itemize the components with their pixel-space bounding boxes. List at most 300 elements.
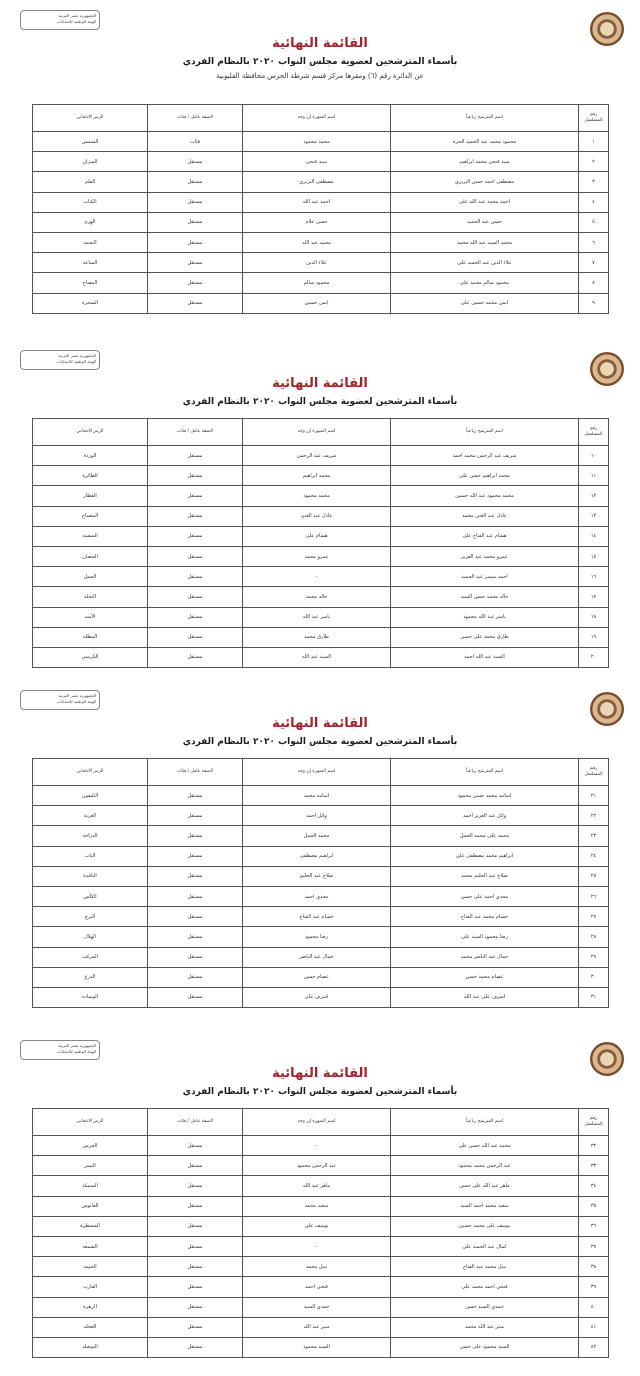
table-row: [33, 567, 609, 587]
cell-col: مستقل: [148, 546, 243, 566]
cell-num: ١٢: [579, 486, 609, 506]
cell-mname: محمود سالم: [243, 273, 391, 293]
column-header-col: الصفة عامل / فئات: [148, 759, 243, 786]
table-row: [33, 1136, 609, 1156]
stamp-box: [20, 690, 100, 710]
stamp-box: [20, 350, 100, 370]
cell-name: خالد محمد حسن السيد: [391, 587, 579, 607]
cell-name: محمد عبد الله حسن على: [391, 1136, 579, 1156]
cell-num: ١٧: [579, 587, 609, 607]
cell-col: مستقل: [148, 212, 243, 232]
cell-name: محمود سالم محمد على: [391, 273, 579, 293]
cell-col: مستقل: [148, 506, 243, 526]
cell-name: عبد الرحمن محمد محمود: [391, 1156, 579, 1176]
cell-num: ٢٠: [579, 647, 609, 667]
cell-num: ٩: [579, 293, 609, 313]
cell-num: ١٣: [579, 506, 609, 526]
cell-col: مستقل: [148, 647, 243, 667]
cell-mname: -: [243, 1236, 391, 1256]
cell-mname: حمدي السيد: [243, 1297, 391, 1317]
cell-mname: جمال عبد الناصر: [243, 947, 391, 967]
cell-num: ٣: [579, 172, 609, 192]
cell-name: محمود محمد عبد الحميد الحرة: [391, 132, 579, 152]
stamp-line: الجمهورية مصر العربية: [58, 693, 96, 698]
cell-mname: السيد محمود: [243, 1337, 391, 1357]
cell-col: مستقل: [148, 1136, 243, 1156]
cell-num: ٢٢: [579, 806, 609, 826]
cell-num: ١٥: [579, 546, 609, 566]
candidates-table: [32, 418, 609, 668]
column-header-res: الرمز الانتخابي: [33, 1109, 148, 1136]
cell-col: مستقل: [148, 273, 243, 293]
column-header-mname: اسم الشهرة إن وجد: [243, 759, 391, 786]
page-subtitle: بأسماء المترشحين لعضوية مجلس النواب ٢٠٢٠ بالنظام الفردي: [182, 1087, 458, 1097]
table-header-row: [33, 1109, 609, 1136]
cell-num: ١١: [579, 466, 609, 486]
table-row: [33, 907, 609, 927]
cell-res: الطائرة: [33, 466, 148, 486]
cell-num: ١٤: [579, 526, 609, 546]
cell-col: مستقل: [148, 866, 243, 886]
cell-num: ٢٨: [579, 927, 609, 947]
cell-res: الجمل: [33, 567, 148, 587]
cell-name: السيد محمود على حسن: [391, 1337, 579, 1357]
table-header-row: [33, 419, 609, 446]
cell-num: ١٨: [579, 607, 609, 627]
cell-col: مستقل: [148, 567, 243, 587]
table-row: [33, 1277, 609, 1297]
table-row: [33, 1317, 609, 1337]
stamp-line: الهيئة الوطنية للانتخابات: [56, 19, 96, 24]
cell-mname: -: [243, 567, 391, 587]
cell-col: مستقل: [148, 607, 243, 627]
cell-res: الهلال: [33, 927, 148, 947]
cell-mname: يوسف على: [243, 1216, 391, 1236]
cell-res: القطار: [33, 486, 148, 506]
cell-name: سيد فتحي محمد ابراهيم: [391, 152, 579, 172]
cell-name: ابراهيم محمد مصطفى على: [391, 846, 579, 866]
cell-mname: ابراهيم مصطفى: [243, 846, 391, 866]
table-row: [33, 1176, 609, 1196]
cell-mname: عبد الرحمن محمود: [243, 1156, 391, 1176]
table-row: [33, 446, 609, 466]
cell-res: الفانوس: [33, 1196, 148, 1216]
cell-num: ٢١: [579, 786, 609, 806]
cell-num: ٥: [579, 212, 609, 232]
column-header-col: الصفة عامل / فئات: [148, 1109, 243, 1136]
cell-num: ١٩: [579, 627, 609, 647]
cell-name: منير عبد الله محمد: [391, 1317, 579, 1337]
cell-mname: اشرف على: [243, 987, 391, 1007]
cell-col: مستقل: [148, 587, 243, 607]
document-page-1: [0, 0, 640, 340]
table-row: [33, 806, 609, 826]
cell-res: الأسد: [33, 607, 148, 627]
cell-res: البرج: [33, 907, 148, 927]
cell-num: ٤٢: [579, 1337, 609, 1357]
cell-res: السفينة: [33, 526, 148, 546]
cell-res: الوردة: [33, 446, 148, 466]
table-row: [33, 967, 609, 987]
cell-num: ٣٩: [579, 1277, 609, 1297]
table-row: [33, 1297, 609, 1317]
cell-mname: مجدي احمد: [243, 886, 391, 906]
stamp-line: الجمهورية مصر العربية: [58, 13, 96, 18]
column-header-col: الصفة عامل / فئات: [148, 105, 243, 132]
table-row: [33, 293, 609, 313]
cell-num: ٧: [579, 253, 609, 273]
cell-num: ٢٧: [579, 907, 609, 927]
cell-name: ياسر عبد الله محمود: [391, 607, 579, 627]
cell-num: ٢٣: [579, 826, 609, 846]
cell-res: التليفون: [33, 786, 148, 806]
cell-num: ٤: [579, 192, 609, 212]
stamp-box: [20, 10, 100, 30]
cell-col: مستقل: [148, 967, 243, 987]
cell-res: الخيمة: [33, 1257, 148, 1277]
table-row: [33, 1156, 609, 1176]
cell-res: السمكة: [33, 1176, 148, 1196]
cell-name: وائل عبد العزيز احمد: [391, 806, 579, 826]
cell-col: مستقل: [148, 826, 243, 846]
cell-num: ٢٩: [579, 947, 609, 967]
column-header-mname: اسم الشهرة إن وجد: [243, 419, 391, 446]
cell-col: فئات: [148, 132, 243, 152]
cell-name: صلاح عبد الحليم محمد: [391, 866, 579, 886]
cell-col: مستقل: [148, 253, 243, 273]
cell-mname: مصطفى البربري: [243, 172, 391, 192]
table-row: [33, 466, 609, 486]
cell-res: الكرسي: [33, 647, 148, 667]
candidates-table: [32, 1108, 609, 1358]
table-row: [33, 486, 609, 506]
cell-col: مستقل: [148, 907, 243, 927]
cell-col: مستقل: [148, 446, 243, 466]
cell-num: ١٦: [579, 567, 609, 587]
cell-res: العربة: [33, 806, 148, 826]
cell-mname: محمد الجمل: [243, 826, 391, 846]
table-row: [33, 627, 609, 647]
column-header-res: الرمز الانتخابي: [33, 105, 148, 132]
candidates-table: [32, 758, 609, 1008]
cell-col: مستقل: [148, 1277, 243, 1297]
cell-col: مستقل: [148, 1257, 243, 1277]
district-line: عن الدائرة رقم (٦) ومقرها مركز قسم شرطة الحرس محافظة القليوبية: [216, 72, 424, 80]
cell-res: الحصان: [33, 546, 148, 566]
cell-num: ٢: [579, 152, 609, 172]
stamp-line: الهيئة الوطنية للانتخابات: [56, 699, 96, 704]
cell-mname: -: [243, 1136, 391, 1156]
cell-col: مستقل: [148, 1236, 243, 1256]
table-row: [33, 172, 609, 192]
cell-res: القلم: [33, 172, 148, 192]
cell-num: ٦: [579, 232, 609, 252]
cell-col: مستقل: [148, 987, 243, 1007]
cell-name: مصطفى احمد حسن البربري: [391, 172, 579, 192]
cell-name: رضا محمود السيد على: [391, 927, 579, 947]
cell-mname: محمد عبد الله: [243, 232, 391, 252]
cell-name: حمدي السيد حسن: [391, 1297, 579, 1317]
cell-name: عمرو محمد عبد العزيز: [391, 546, 579, 566]
cell-col: مستقل: [148, 152, 243, 172]
cell-mname: شريف عبد الرحمن: [243, 446, 391, 466]
cell-num: ٣٢: [579, 1136, 609, 1156]
cell-res: المركب: [33, 947, 148, 967]
cell-mname: محمد محمود: [243, 486, 391, 506]
cell-col: مستقل: [148, 293, 243, 313]
cell-name: محمد السيد عبد الله محمد: [391, 232, 579, 252]
cell-col: مستقل: [148, 486, 243, 506]
cell-mname: منير عبد الله: [243, 1317, 391, 1337]
cell-col: مستقل: [148, 627, 243, 647]
page-title: القائمة النهائية: [272, 36, 368, 51]
cell-res: القارب: [33, 1277, 148, 1297]
cell-res: المفتاح: [33, 273, 148, 293]
cell-mname: حسام عبد الفتاح: [243, 907, 391, 927]
cell-mname: سعيد محمد: [243, 1196, 391, 1216]
cell-name: حسام محمد عبد الفتاح: [391, 907, 579, 927]
cell-col: مستقل: [148, 947, 243, 967]
cell-mname: ياسر عبد الله: [243, 607, 391, 627]
cell-name: عصام محمد حسن: [391, 967, 579, 987]
column-header-res: الرمز الانتخابي: [33, 759, 148, 786]
cell-res: النافذة: [33, 866, 148, 886]
table-row: [33, 1216, 609, 1236]
cell-col: مستقل: [148, 526, 243, 546]
cell-col: مستقل: [148, 1196, 243, 1216]
cell-num: ١: [579, 132, 609, 152]
cell-name: محمد محمود عبد الله حسين: [391, 486, 579, 506]
cell-name: السيد عبد الله احمد: [391, 647, 579, 667]
cell-res: الكتاب: [33, 192, 148, 212]
table-row: [33, 826, 609, 846]
document-page-3: [0, 680, 640, 1020]
cell-mname: صلاح عبد الحليم: [243, 866, 391, 886]
cell-name: طارق محمد على حسن: [391, 627, 579, 647]
cell-res: الوسادة: [33, 987, 148, 1007]
stamp-line: الجمهورية مصر العربية: [58, 353, 96, 358]
stamp-line: الهيئة الوطنية للانتخابات: [56, 359, 96, 364]
cell-mname: نبيل محمد: [243, 1257, 391, 1277]
column-header-num: رقم المسلسل: [579, 105, 609, 132]
page-subtitle: بأسماء المترشحين لعضوية مجلس النواب ٢٠٢٠ بالنظام الفردي: [182, 57, 458, 67]
cell-col: مستقل: [148, 886, 243, 906]
table-row: [33, 866, 609, 886]
cell-col: مستقل: [148, 466, 243, 486]
cell-name: فتحي احمد محمد على: [391, 1277, 579, 1297]
cell-mname: احمد عبد الله: [243, 192, 391, 212]
cell-name: محمد على محمد الجمل: [391, 826, 579, 846]
cell-num: ٣٨: [579, 1257, 609, 1277]
table-row: [33, 846, 609, 866]
column-header-name: اسم المترشح رباعياً: [391, 105, 579, 132]
cell-name: اسامة محمد حسن محمود: [391, 786, 579, 806]
cell-name: كمال عبد الحميد على: [391, 1236, 579, 1256]
cell-res: المظلة: [33, 627, 148, 647]
cell-res: المسطرة: [33, 1216, 148, 1236]
cell-name: جمال عبد الناصر محمد: [391, 947, 579, 967]
column-header-name: اسم المترشح رباعياً: [391, 1109, 579, 1136]
cell-res: النجمة: [33, 232, 148, 252]
cell-res: الكأس: [33, 886, 148, 906]
cell-mname: رضا محمود: [243, 927, 391, 947]
cell-col: مستقل: [148, 172, 243, 192]
table-row: [33, 987, 609, 1007]
table-row: [33, 607, 609, 627]
cell-mname: محمد ابراهيم: [243, 466, 391, 486]
table-row: [33, 212, 609, 232]
cell-res: الدراجة: [33, 826, 148, 846]
cell-num: ٣١: [579, 987, 609, 1007]
cell-num: ٨: [579, 273, 609, 293]
cell-name: يوسف على محمد حسين: [391, 1216, 579, 1236]
table-row: [33, 1196, 609, 1216]
cell-res: النخلة: [33, 587, 148, 607]
table-row: [33, 232, 609, 252]
cell-name: احمد محمد عبد الله على: [391, 192, 579, 212]
table-row: [33, 947, 609, 967]
cell-col: مستقل: [148, 1216, 243, 1236]
cell-name: شريف عبد الرحمن محمد احمد: [391, 446, 579, 466]
cell-col: مستقل: [148, 1337, 243, 1357]
cell-res: الدرع: [33, 967, 148, 987]
cell-name: محمد ابراهيم حسن على: [391, 466, 579, 486]
cell-mname: عمرو محمد: [243, 546, 391, 566]
table-row: [33, 1236, 609, 1256]
table-row: [33, 1337, 609, 1357]
cell-col: مستقل: [148, 806, 243, 826]
cell-mname: ايمن حسين: [243, 293, 391, 313]
cell-num: ٤١: [579, 1317, 609, 1337]
cell-num: ٤٠: [579, 1297, 609, 1317]
cell-num: ٣٥: [579, 1196, 609, 1216]
cell-name: اشرف على عبد الله: [391, 987, 579, 1007]
table-row: [33, 927, 609, 947]
stamp-line: الهيئة الوطنية للانتخابات: [56, 1049, 96, 1054]
cell-col: مستقل: [148, 1317, 243, 1337]
cell-res: العجلة: [33, 1317, 148, 1337]
cell-col: مستقل: [148, 232, 243, 252]
table-row: [33, 546, 609, 566]
document-page-2: [0, 340, 640, 680]
cell-res: الشمس: [33, 132, 148, 152]
table-row: [33, 253, 609, 273]
cell-name: سعيد محمد احمد السيد: [391, 1196, 579, 1216]
cell-num: ٣٧: [579, 1236, 609, 1256]
column-header-res: الرمز الانتخابي: [33, 419, 148, 446]
column-header-name: اسم المترشح رباعياً: [391, 759, 579, 786]
column-header-name: اسم المترشح رباعياً: [391, 419, 579, 446]
cell-mname: عصام حسن: [243, 967, 391, 987]
cell-num: ٢٦: [579, 886, 609, 906]
cell-res: الزهرة: [33, 1297, 148, 1317]
cell-num: ٣٠: [579, 967, 609, 987]
cell-res: الشمعة: [33, 1236, 148, 1256]
table-row: [33, 192, 609, 212]
cell-res: الميزان: [33, 152, 148, 172]
stamp-line: الجمهورية مصر العربية: [58, 1043, 96, 1048]
page-title: القائمة النهائية: [272, 1066, 368, 1081]
cell-col: مستقل: [148, 192, 243, 212]
column-header-mname: اسم الشهرة إن وجد: [243, 1109, 391, 1136]
table-row: [33, 506, 609, 526]
column-header-num: رقم المسلسل: [579, 1109, 609, 1136]
cell-name: عادل عبد الغني محمد: [391, 506, 579, 526]
cell-name: احمد سمير عبد الحميد: [391, 567, 579, 587]
cell-mname: السيد عبد الله: [243, 647, 391, 667]
cell-col: مستقل: [148, 1176, 243, 1196]
document-page-4: [0, 1030, 640, 1370]
cell-res: النسر: [33, 1156, 148, 1176]
cell-num: ٣٣: [579, 1156, 609, 1176]
cell-res: الساعة: [33, 253, 148, 273]
cell-res: الهرم: [33, 212, 148, 232]
cell-mname: عادل عبد الغني: [243, 506, 391, 526]
cell-col: مستقل: [148, 786, 243, 806]
cell-num: ٣٦: [579, 1216, 609, 1236]
cell-mname: علاء الدين: [243, 253, 391, 273]
cell-num: ٣٤: [579, 1176, 609, 1196]
cell-num: ٢٥: [579, 866, 609, 886]
cell-col: مستقل: [148, 927, 243, 947]
cell-mname: اسامة محمد: [243, 786, 391, 806]
column-header-num: رقم المسلسل: [579, 419, 609, 446]
table-row: [33, 526, 609, 546]
cell-res: الشجرة: [33, 293, 148, 313]
page-title: القائمة النهائية: [272, 716, 368, 731]
cell-mname: حسن علام: [243, 212, 391, 232]
cell-name: نبيل محمد عبد الفتاح: [391, 1257, 579, 1277]
cell-res: الجرس: [33, 1136, 148, 1156]
cell-mname: سيد فتحي: [243, 152, 391, 172]
cell-mname: ماهر عبد الله: [243, 1176, 391, 1196]
table-row: [33, 132, 609, 152]
cell-col: مستقل: [148, 1156, 243, 1176]
cell-mname: خالد محمد: [243, 587, 391, 607]
table-row: [33, 1257, 609, 1277]
cell-name: مجدي احمد على حسن: [391, 886, 579, 906]
column-header-mname: اسم الشهرة إن وجد: [243, 105, 391, 132]
table-row: [33, 647, 609, 667]
cell-name: هشام عبد الفتاح على: [391, 526, 579, 546]
cell-num: ١٠: [579, 446, 609, 466]
column-header-col: الصفة عامل / فئات: [148, 419, 243, 446]
cell-mname: طارق محمد: [243, 627, 391, 647]
cell-num: ٢٤: [579, 846, 609, 866]
cell-name: ايمن محمد حسين على: [391, 293, 579, 313]
cell-col: مستقل: [148, 846, 243, 866]
table-header-row: [33, 759, 609, 786]
table-row: [33, 786, 609, 806]
page-subtitle: بأسماء المترشحين لعضوية مجلس النواب ٢٠٢٠ بالنظام الفردي: [182, 397, 458, 407]
column-header-num: رقم المسلسل: [579, 759, 609, 786]
cell-res: البوصلة: [33, 1337, 148, 1357]
cell-mname: فتحي احمد: [243, 1277, 391, 1297]
page-title: القائمة النهائية: [272, 376, 368, 391]
table-row: [33, 587, 609, 607]
cell-col: مستقل: [148, 1297, 243, 1317]
cell-name: حسن عبد الحميد: [391, 212, 579, 232]
stamp-box: [20, 1040, 100, 1060]
cell-name: ماهر عبد الله على حسن: [391, 1176, 579, 1196]
page-subtitle: بأسماء المترشحين لعضوية مجلس النواب ٢٠٢٠ بالنظام الفردي: [182, 737, 458, 747]
table-header-row: [33, 105, 609, 132]
cell-res: الباب: [33, 846, 148, 866]
table-row: [33, 886, 609, 906]
cell-res: المصباح: [33, 506, 148, 526]
cell-mname: هشام على: [243, 526, 391, 546]
table-row: [33, 273, 609, 293]
